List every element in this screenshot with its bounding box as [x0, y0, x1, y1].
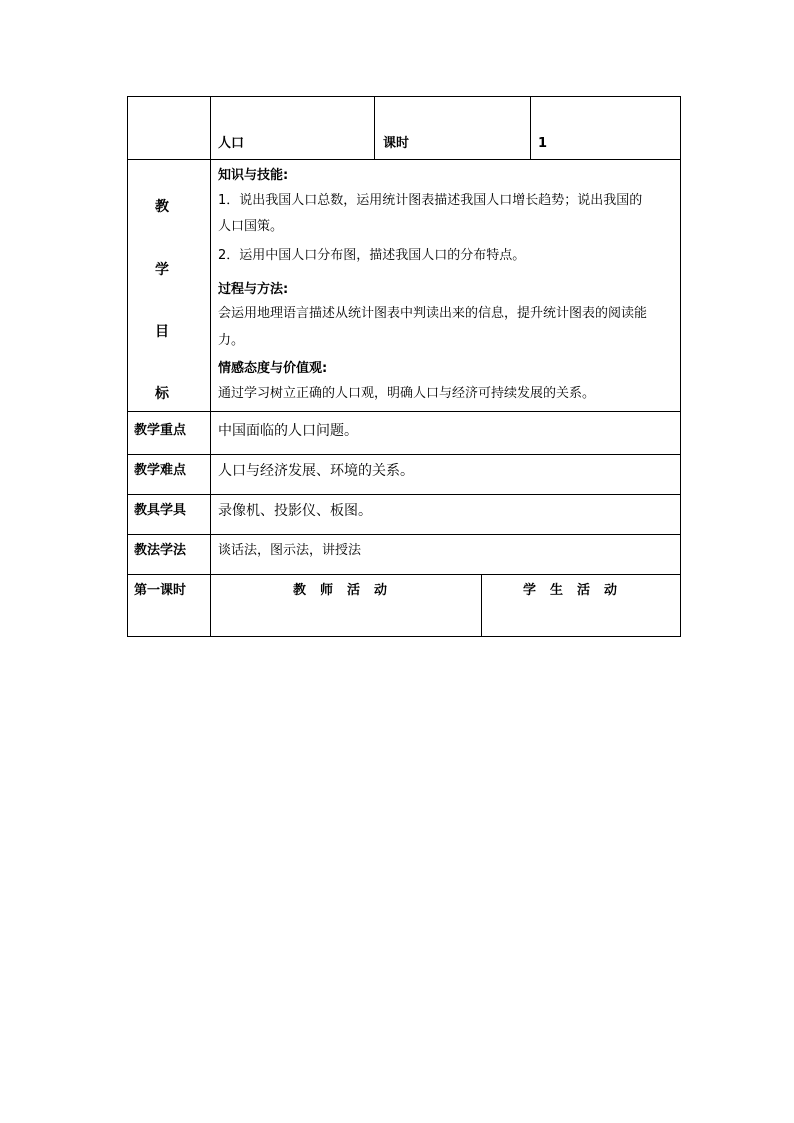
topic-title: 人口: [218, 136, 245, 151]
table-column-divider: [481, 574, 482, 637]
process-text: 会运用地理语言描述从统计图表中判读出来的信息，提升统计图表的阅读能: [218, 306, 648, 321]
knowledge-heading: 知识与技能:: [218, 168, 289, 183]
attitude-text: 通过学习树立正确的人口观，明确人口与经济可持续发展的关系。: [218, 386, 596, 401]
key-points-value: 中国面临的人口问题。: [218, 423, 358, 439]
process-text-continued: 力。: [218, 333, 245, 348]
lesson-value: 1: [538, 136, 548, 151]
teacher-activity-heading: 教师活动: [293, 583, 402, 598]
key-points-label: 教学重点: [134, 423, 187, 438]
first-lesson-label: 第一课时: [134, 583, 187, 598]
table-column-divider: [530, 96, 531, 160]
difficult-points-value: 人口与经济发展、环境的关系。: [218, 463, 414, 479]
student-activity-heading: 学生活动: [523, 583, 632, 598]
objectives-label-char: 学: [155, 262, 169, 278]
methods-label: 教法学法: [134, 543, 187, 558]
knowledge-item: 1．说出我国人口总数，运用统计图表描述我国人口增长趋势；说出我国的: [218, 193, 643, 208]
teaching-aids-value: 录像机、投影仪、板图。: [218, 503, 372, 519]
lesson-label: 课时: [383, 136, 410, 151]
process-heading: 过程与方法:: [218, 282, 289, 297]
table-border-right: [680, 96, 681, 637]
table-column-divider: [374, 96, 375, 160]
difficult-points-label: 教学难点: [134, 463, 187, 478]
methods-value: 谈话法，图示法，讲授法: [218, 543, 362, 558]
knowledge-item: 2．运用中国人口分布图，描述我国人口的分布特点。: [218, 248, 526, 263]
table-column-divider: [210, 96, 211, 637]
teaching-aids-label: 教具学具: [134, 503, 187, 518]
knowledge-item-continued: 人口国策。: [218, 219, 284, 234]
objectives-label-char: 教: [155, 199, 169, 215]
attitude-heading: 情感态度与价值观:: [218, 361, 328, 376]
objectives-label-char: 标: [155, 386, 169, 402]
objectives-label-char: 目: [155, 324, 169, 340]
table-border-left: [127, 96, 128, 637]
